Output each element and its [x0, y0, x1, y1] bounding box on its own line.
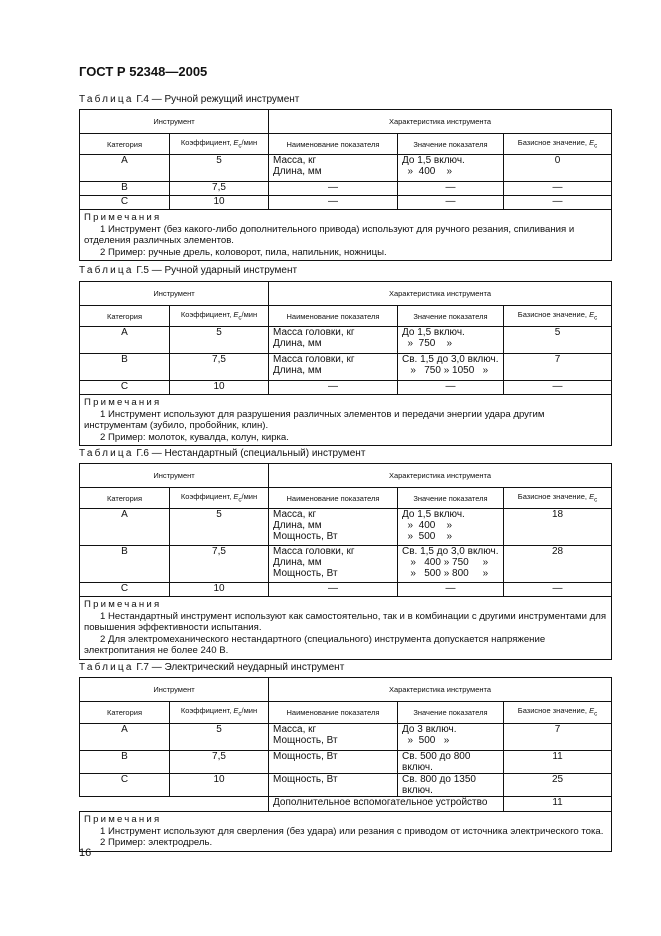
coef-header: Коэффициент, $E_c$/мин	[170, 134, 269, 155]
param-value-cell: До 3 включ. » 500 »	[398, 724, 504, 751]
characteristic-header: Характеристика инструмента	[269, 464, 612, 488]
notes-label: Примечания	[84, 397, 162, 408]
table-row	[80, 327, 612, 354]
coef-cell: 5	[170, 724, 269, 751]
empty-cell	[80, 797, 269, 812]
base-header: Базисное значение, $E_c$	[504, 134, 612, 155]
note-item: 1 Нестандартный инструмент используют как самостоятельно, так и в комбинации с другими инструментами для повышения эффективности испытания.	[84, 610, 607, 633]
notes-cell	[80, 395, 612, 446]
param-value-cell: —	[398, 583, 504, 597]
base-cell: 5	[504, 327, 612, 354]
param-name-cell: Мощность, Вт	[269, 751, 398, 774]
coef-header: Коэффициент, $E_c$/мин	[170, 488, 269, 509]
caption-text: Г.4 — Ручной режущий инструмент	[133, 94, 300, 105]
caption-word: Таблица	[79, 94, 134, 105]
notes-row	[80, 812, 612, 852]
category-cell: C	[80, 196, 170, 210]
category-header: Категория	[80, 488, 170, 509]
param-value-cell: —	[398, 381, 504, 395]
category-cell: A	[80, 724, 170, 751]
notes-row	[80, 395, 612, 446]
param-value-header: Значение показателя	[398, 306, 504, 327]
coef-cell: 10	[170, 381, 269, 395]
caption-word: Таблица	[79, 662, 134, 673]
note-item: 2 Для электромеханического нестандартного (специального) инструмента допускается напряжение электропитания не более 240 В.	[84, 633, 546, 656]
base-cell: 7	[504, 724, 612, 751]
notes-label: Примечания	[84, 599, 162, 610]
param-value-header: Значение показателя	[398, 488, 504, 509]
param-value-cell: До 1,5 включ. » 750 »	[398, 327, 504, 354]
coef-cell: 5	[170, 327, 269, 354]
base-header: Базисное значение, $E_c$	[504, 488, 612, 509]
table-g6	[79, 463, 612, 660]
param-value-cell: Св. 1,5 до 3,0 включ. » 750 » 1050 »	[398, 354, 504, 381]
base-cell: —	[504, 381, 612, 395]
base-cell: 7	[504, 354, 612, 381]
characteristic-header: Характеристика инструмента	[269, 110, 612, 134]
table-row	[80, 509, 612, 546]
notes-row	[80, 210, 612, 261]
base-header: Базисное значение, $E_c$	[504, 702, 612, 724]
param-name-cell: Масса, кг Мощность, Вт	[269, 724, 398, 751]
category-header: Категория	[80, 134, 170, 155]
notes-label: Примечания	[84, 212, 162, 223]
category-header: Категория	[80, 306, 170, 327]
note-item: 2 Пример: электродрель.	[100, 837, 213, 848]
param-value-cell: —	[398, 196, 504, 210]
caption-word: Таблица	[79, 448, 134, 459]
table-caption	[79, 662, 344, 673]
base-header: Базисное значение, $E_c$	[504, 306, 612, 327]
base-cell: 25	[504, 774, 612, 797]
category-cell: C	[80, 381, 170, 395]
param-name-header: Наименование показателя	[269, 306, 398, 327]
table-row	[80, 797, 612, 812]
base-cell: —	[504, 196, 612, 210]
base-cell: 11	[504, 797, 612, 812]
param-name-cell: —	[269, 182, 398, 196]
param-name-cell: —	[269, 583, 398, 597]
table-g4	[79, 109, 612, 261]
category-cell: B	[80, 751, 170, 774]
coef-cell: 7,5	[170, 546, 269, 583]
param-name-header: Наименование показателя	[269, 134, 398, 155]
extra-device-cell: Дополнительное вспомогательное устройство	[269, 797, 504, 812]
category-cell: A	[80, 509, 170, 546]
base-cell: 0	[504, 155, 612, 182]
notes-cell	[80, 597, 612, 660]
instrument-header: Инструмент	[80, 282, 269, 306]
param-value-cell: Св. 800 до 1350 включ.	[398, 774, 504, 797]
note-item: 2 Пример: ручные дрель, коловорот, пила, напильник, ножницы.	[100, 246, 387, 258]
characteristic-header: Характеристика инструмента	[269, 282, 612, 306]
caption-word: Таблица	[79, 265, 134, 276]
characteristic-header: Характеристика инструмента	[269, 678, 612, 702]
instrument-header: Инструмент	[80, 464, 269, 488]
category-cell: B	[80, 182, 170, 196]
notes-label: Примечания	[84, 814, 162, 825]
category-cell: C	[80, 583, 170, 597]
param-name-cell: —	[269, 196, 398, 210]
param-name-cell: Масса головки, кг Длина, мм	[269, 354, 398, 381]
table-row	[80, 182, 612, 196]
category-cell: A	[80, 155, 170, 182]
table-caption	[79, 265, 297, 276]
base-cell: 18	[504, 509, 612, 546]
param-name-cell: Масса, кг Длина, мм	[269, 155, 398, 182]
coef-cell: 5	[170, 155, 269, 182]
note-item: 1 Инструмент (без какого-либо дополнительного привода) используют для ручного резания, спиливания и отделения различных элементов.	[84, 223, 575, 246]
notes-cell	[80, 812, 612, 852]
param-name-header: Наименование показателя	[269, 702, 398, 724]
param-name-cell: Масса головки, кг Длина, мм Мощность, Вт	[269, 546, 398, 583]
table-row	[80, 354, 612, 381]
coef-header: Коэффициент, $E_c$/мин	[170, 702, 269, 724]
table-caption	[79, 448, 365, 459]
table-row	[80, 583, 612, 597]
coef-cell: 7,5	[170, 354, 269, 381]
param-name-cell: —	[269, 381, 398, 395]
table-row	[80, 546, 612, 583]
param-name-cell: Масса, кг Длина, мм Мощность, Вт	[269, 509, 398, 546]
coef-cell: 10	[170, 196, 269, 210]
table-row	[80, 751, 612, 774]
coef-header: Коэффициент, $E_c$/мин	[170, 306, 269, 327]
table-row	[80, 774, 612, 797]
param-value-cell: До 1,5 включ. » 400 » » 500 »	[398, 509, 504, 546]
coef-cell: 10	[170, 583, 269, 597]
param-name-cell: Мощность, Вт	[269, 774, 398, 797]
category-cell: B	[80, 354, 170, 381]
instrument-header: Инструмент	[80, 678, 269, 702]
table-row	[80, 724, 612, 751]
table-g7	[79, 677, 612, 852]
param-name-cell: Масса головки, кг Длина, мм	[269, 327, 398, 354]
base-cell: 11	[504, 751, 612, 774]
category-cell: C	[80, 774, 170, 797]
coef-cell: 7,5	[170, 182, 269, 196]
note-item: 1 Инструмент используют для разрушения различных элементов и передачи энергии удара другим инструментам (зубило, пробойник, клин).	[84, 408, 545, 431]
instrument-header: Инструмент	[80, 110, 269, 134]
coef-cell: 5	[170, 509, 269, 546]
coef-cell: 10	[170, 774, 269, 797]
base-cell: —	[504, 182, 612, 196]
param-value-cell: Св. 1,5 до 3,0 включ. » 400 » 750 » » 500 » 800 »	[398, 546, 504, 583]
table-row	[80, 381, 612, 395]
caption-text: Г.6 — Нестандартный (специальный) инструмент	[133, 448, 366, 459]
note-item: 1 Инструмент используют для сверления (без удара) или резания с приводом от источника электрического тока.	[100, 825, 604, 837]
coef-cell: 7,5	[170, 751, 269, 774]
base-cell: —	[504, 583, 612, 597]
table-g5	[79, 281, 612, 446]
table-row	[80, 196, 612, 210]
param-value-cell: —	[398, 182, 504, 196]
category-header: Категория	[80, 702, 170, 724]
param-value-header: Значение показателя	[398, 702, 504, 724]
document-id: ГОСТ Р 52348—2005	[79, 64, 208, 79]
notes-cell	[80, 210, 612, 261]
notes-row	[80, 597, 612, 660]
param-value-cell: До 1,5 включ. » 400 »	[398, 155, 504, 182]
table-caption	[79, 94, 299, 105]
caption-text: Г.5 — Ручной ударный инструмент	[133, 265, 298, 276]
note-item: 2 Пример: молоток, кувалда, колун, кирка.	[100, 431, 289, 443]
category-cell: B	[80, 546, 170, 583]
param-value-header: Значение показателя	[398, 134, 504, 155]
caption-text: Г.7 — Электрический неударный инструмент	[133, 662, 345, 673]
page-number: 16	[79, 847, 92, 859]
param-value-cell: Св. 500 до 800 включ.	[398, 751, 504, 774]
param-name-header: Наименование показателя	[269, 488, 398, 509]
category-cell: A	[80, 327, 170, 354]
table-row	[80, 155, 612, 182]
base-cell: 28	[504, 546, 612, 583]
